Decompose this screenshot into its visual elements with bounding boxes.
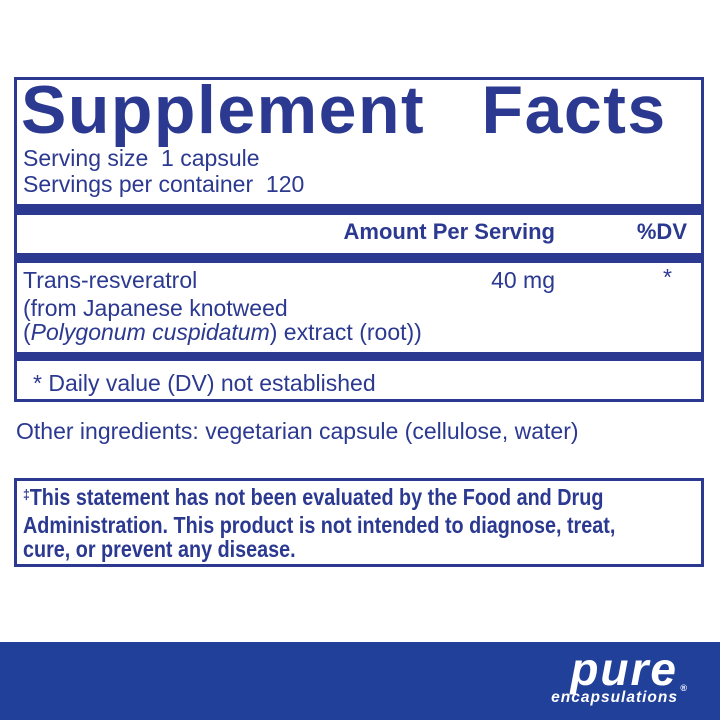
botanical-latin-name: Polygonum cuspidatum	[30, 319, 270, 345]
ingredient-dv-asterisk: *	[663, 264, 672, 290]
column-header-amount-per-serving: Amount Per Serving	[343, 219, 555, 244]
column-header-percent-dv: %DV	[636, 219, 687, 244]
ingredient-amount: 40 mg	[491, 267, 555, 293]
pure-encapsulations-logo	[551, 643, 687, 706]
brand-wordmark: pure	[570, 643, 678, 695]
fda-disclaimer-box	[14, 478, 704, 567]
registered-trademark-icon: ®	[680, 683, 687, 693]
botanical-prefix: (	[23, 319, 31, 345]
disclaimer-line-1	[23, 485, 606, 513]
disclaimer-line-3: cure, or prevent any disease.	[23, 536, 296, 562]
disclaimer-line-1-text: This statement has not been evaluated by the Food and Drug	[29, 484, 604, 510]
ingredient-name: Trans-resveratrol	[23, 267, 198, 293]
panel-title: Supplement Facts	[21, 72, 667, 148]
supplement-facts-panel	[14, 72, 704, 402]
brand-footer-bar	[0, 642, 720, 720]
thick-divider-bottom	[17, 352, 701, 361]
brand-subtitle: encapsulations	[551, 689, 678, 706]
botanical-suffix: ) extract (root))	[269, 319, 422, 345]
servings-per-container-line: Servings per container 120	[23, 171, 305, 197]
thick-divider-top	[17, 204, 701, 215]
ingredient-botanical-line	[23, 319, 422, 345]
ingredient-source-line: (from Japanese knotweed	[23, 295, 288, 321]
thick-divider-header	[17, 253, 701, 263]
other-ingredients-line: Other ingredients: vegetarian capsule (cellulose, water)	[16, 418, 579, 444]
fda-disclaimer-text	[23, 484, 616, 562]
serving-size-line: Serving size 1 capsule	[23, 145, 260, 171]
dv-footnote: * Daily value (DV) not established	[33, 370, 376, 396]
disclaimer-line-2: Administration. This product is not intended to diagnose, treat,	[23, 511, 616, 538]
double-dagger-mark: ‡	[23, 486, 30, 502]
